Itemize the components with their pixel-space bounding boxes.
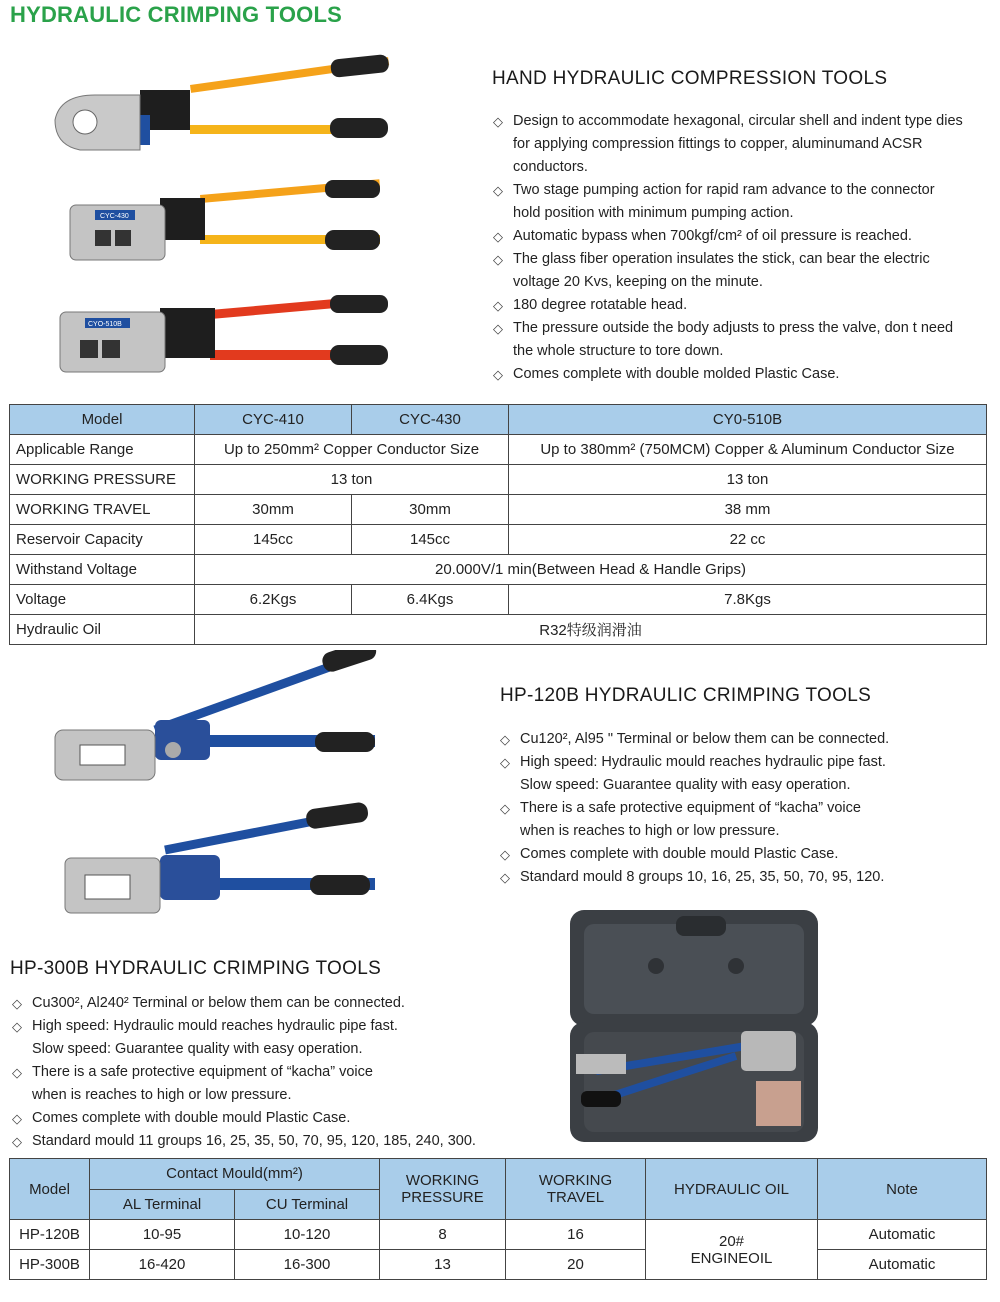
table-row (10, 525, 987, 555)
oil-line: 20# (718, 1232, 745, 1250)
list-item-text: High speed: Hydraulic mould reaches hydraulic pipe fast. (32, 1018, 398, 1034)
table-row (10, 435, 987, 465)
hp-crimping-tools-photo (45, 650, 385, 925)
table-cell: 13 ton (195, 465, 509, 495)
list-item (500, 866, 990, 889)
header-working-pressure (380, 1159, 506, 1220)
table-cell: Automatic (818, 1220, 987, 1250)
list-item-text: Standard mould 8 groups 10, 16, 25, 35, 50, 70, 95, 120. (520, 869, 885, 885)
list-item-text: Design to accommodate hexagonal, circular shell and indent type dies (513, 113, 963, 129)
table-cell: 22 cc (509, 525, 987, 555)
list-item (493, 317, 993, 363)
list-item-text: 180 degree rotatable head. (513, 297, 688, 313)
diamond-bullet-icon: ◇ (500, 870, 510, 885)
row-label: Withstand Voltage (10, 555, 195, 585)
diamond-bullet-icon: ◇ (12, 996, 22, 1011)
spec-table-hp (9, 1158, 987, 1280)
row-label: WORKING PRESSURE (10, 465, 195, 495)
tool-hp120b-image (55, 650, 378, 780)
diamond-bullet-icon: ◇ (493, 367, 503, 382)
row-label: Voltage (10, 585, 195, 615)
list-item (12, 1061, 572, 1107)
diamond-bullet-icon: ◇ (12, 1111, 22, 1126)
list-item (493, 363, 993, 386)
table-cell: 8 (380, 1220, 506, 1250)
table-row (10, 1250, 987, 1280)
header-model: Model (10, 405, 195, 435)
table-cell: HP-120B (10, 1220, 90, 1250)
list-item-text: hold position with minimum pumping action. (513, 205, 794, 221)
diamond-bullet-icon: ◇ (493, 229, 503, 244)
table-cell: Up to 250mm² Copper Conductor Size (195, 435, 509, 465)
header-working-travel (506, 1159, 646, 1220)
list-item-text: The pressure outside the body adjusts to press the valve, don t need (513, 320, 954, 336)
list-item (493, 110, 993, 179)
list-item-text: Cu300², Al240² Terminal or below them can be connected. (32, 995, 405, 1011)
table-cell: 16 (506, 1220, 646, 1250)
diamond-bullet-icon: ◇ (500, 732, 510, 747)
list-item-text: Comes complete with double mould Plastic Case. (32, 1110, 351, 1126)
table-cell: 13 (380, 1250, 506, 1280)
list-item-text: Slow speed: Guarantee quality with easy operation. (520, 777, 851, 793)
diamond-bullet-icon: ◇ (493, 183, 503, 198)
row-label: Hydraulic Oil (10, 615, 195, 645)
list-item-text: Automatic bypass when 700kgf/cm² of oil pressure is reached. (513, 228, 912, 244)
list-item-text: Two stage pumping action for rapid ram advance to the connector (513, 182, 935, 198)
diamond-bullet-icon: ◇ (12, 1065, 22, 1080)
table-cell: Automatic (818, 1250, 987, 1280)
list-item (493, 248, 993, 294)
tool-hp300b-image (65, 801, 375, 913)
list-item (12, 1130, 572, 1153)
row-label: Applicable Range (10, 435, 195, 465)
diamond-bullet-icon: ◇ (493, 298, 503, 313)
header-text: WORKING (538, 1172, 613, 1189)
table-cell: 20.000V/1 min(Between Head & Handle Grips) (195, 555, 987, 585)
header-al-terminal: AL Terminal (90, 1189, 235, 1220)
list-item (500, 728, 990, 751)
table-cell: Up to 380mm² (750MCM) Copper & Aluminum Conductor Size (509, 435, 987, 465)
compression-tools-photo (40, 50, 410, 390)
tool-label-cyc430: CYC-430 (100, 213, 129, 220)
table-row (10, 585, 987, 615)
list-item-text: Comes complete with double mould Plastic Case. (520, 846, 839, 862)
list-item-text: Slow speed: Guarantee quality with easy operation. (32, 1041, 363, 1057)
table-cell: 30mm (352, 495, 509, 525)
oil-line: ENGINEOIL (690, 1249, 773, 1267)
table-cell: 145cc (195, 525, 352, 555)
list-item-text: conductors. (513, 159, 588, 175)
list-item-text: There is a safe protective equipment of “kacha” voice (32, 1064, 373, 1080)
list-item-text: for applying compression fittings to copper, aluminumand ACSR (513, 136, 923, 152)
diamond-bullet-icon: ◇ (500, 801, 510, 816)
row-label: WORKING TRAVEL (10, 495, 195, 525)
tool-cyo-510b-image (60, 295, 388, 372)
tool-label-cyo510b: CYO-510B (88, 321, 122, 328)
header-note: Note (818, 1159, 987, 1220)
list-item-text: voltage 20 Kvs, keeping on the minute. (513, 274, 763, 290)
diamond-bullet-icon: ◇ (493, 114, 503, 129)
diamond-bullet-icon: ◇ (493, 252, 503, 267)
table-cell: HP-300B (10, 1250, 90, 1280)
list-item (500, 751, 990, 797)
list-item-text: Cu120², Al95 " Terminal or below them can be connected. (520, 731, 890, 747)
list-item (12, 992, 572, 1015)
list-item-text: the whole structure to tore down. (513, 343, 724, 359)
header-cyc430: CYC-430 (352, 405, 509, 435)
tool-cyc-410-image (55, 54, 390, 150)
list-item-text: There is a safe protective equipment of “kacha” voice (520, 800, 861, 816)
table-cell: 16-300 (235, 1250, 380, 1280)
list-item-text: Comes complete with double molded Plastic Case. (513, 366, 840, 382)
table-cell: 20 (506, 1250, 646, 1280)
section3-bullets (12, 992, 572, 1153)
section3-title: HP-300B HYDRAULIC CRIMPING TOOLS (10, 958, 382, 979)
table-cell: R32特级润滑油 (195, 615, 987, 645)
table-row (10, 615, 987, 645)
header-model: Model (10, 1159, 90, 1220)
section1-bullets (493, 110, 993, 386)
table-row (10, 555, 987, 585)
list-item-text: High speed: Hydraulic mould reaches hydraulic pipe fast. (520, 754, 886, 770)
section1-title: HAND HYDRAULIC COMPRESSION TOOLS (492, 68, 888, 89)
table-cell-oil (646, 1220, 818, 1280)
header-text: WORKING (405, 1172, 480, 1189)
section2-bullets (500, 728, 990, 889)
table-cell: 30mm (195, 495, 352, 525)
table-header-row (10, 405, 987, 435)
diamond-bullet-icon: ◇ (493, 321, 503, 336)
plastic-case-photo (566, 906, 822, 1146)
table-cell: 10-95 (90, 1220, 235, 1250)
header-contact-mould: Contact Mould(mm²) (90, 1159, 380, 1190)
header-cyo510b: CY0-510B (509, 405, 987, 435)
table-cell: 6.2Kgs (195, 585, 352, 615)
table-cell: 10-120 (235, 1220, 380, 1250)
list-item (12, 1107, 572, 1130)
header-text: TRAVEL (546, 1189, 605, 1206)
list-item-text: Standard mould 11 groups 16, 25, 35, 50, 70, 95, 120, 185, 240, 300. (32, 1133, 476, 1149)
table-cell: 16-420 (90, 1250, 235, 1280)
header-hydraulic-oil: HYDRAULIC OIL (646, 1159, 818, 1220)
header-cu-terminal: CU Terminal (235, 1189, 380, 1220)
list-item-text: when is reaches to high or low pressure. (520, 823, 780, 839)
list-item-text: when is reaches to high or low pressure. (32, 1087, 292, 1103)
list-item (493, 179, 993, 225)
table-row (10, 1220, 987, 1250)
table-cell: 7.8Kgs (509, 585, 987, 615)
list-item (12, 1015, 572, 1061)
table-cell: 145cc (352, 525, 509, 555)
diamond-bullet-icon: ◇ (12, 1134, 22, 1149)
header-cyc410: CYC-410 (195, 405, 352, 435)
list-item (500, 797, 990, 843)
list-item-text: The glass fiber operation insulates the stick, can bear the electric (513, 251, 930, 267)
header-text: PRESSURE (401, 1189, 484, 1206)
row-label: Reservoir Capacity (10, 525, 195, 555)
list-item (500, 843, 990, 866)
list-item (493, 294, 993, 317)
table-cell: 13 ton (509, 465, 987, 495)
table-row (10, 465, 987, 495)
table-header-row (10, 1159, 987, 1190)
list-item (493, 225, 993, 248)
spec-table-cyc (9, 404, 987, 645)
table-cell: 6.4Kgs (352, 585, 509, 615)
table-row (10, 495, 987, 525)
section2-title: HP-120B HYDRAULIC CRIMPING TOOLS (500, 685, 872, 706)
diamond-bullet-icon: ◇ (500, 847, 510, 862)
diamond-bullet-icon: ◇ (500, 755, 510, 770)
table-cell: 38 mm (509, 495, 987, 525)
page-title: HYDRAULIC CRIMPING TOOLS (10, 2, 342, 27)
tool-cyc-430-image (70, 179, 380, 260)
diamond-bullet-icon: ◇ (12, 1019, 22, 1034)
